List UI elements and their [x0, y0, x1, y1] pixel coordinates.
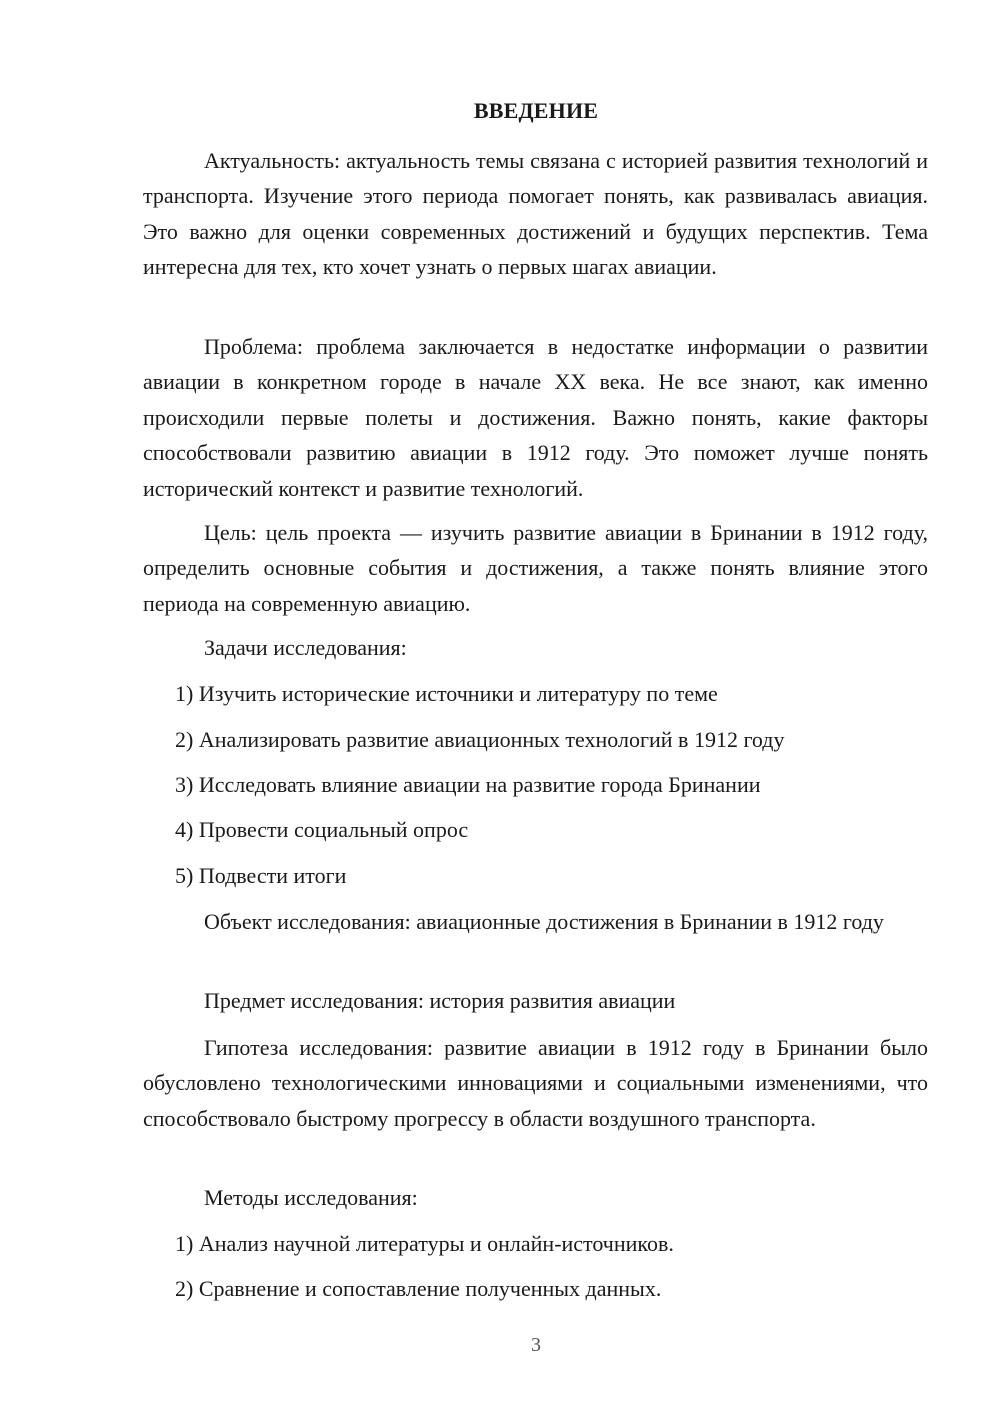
method-item-2: 2) Сравнение и сопоставление полученных данных.	[175, 1276, 662, 1301]
object-paragraph: Объект исследования: авиационные достижения в Бринании в 1912 году	[204, 909, 884, 934]
relevance-paragraph: Актуальность: актуальность темы связана с историей развития технологий и транспорта. Изучение этого периода помогает понять, как развивалась авиация. Это важно для оценки современных достижений и будущих перспектив. Тема интересна для тех, кто хочет узнать о первых шагах авиации.	[143, 148, 928, 280]
subject-line: Предмет исследования: история развития авиации	[204, 988, 676, 1013]
task-item-1: 1) Изучить исторические источники и литературу по теме	[175, 681, 718, 706]
page-heading: ВВЕДЕНИЕ	[473, 98, 599, 123]
goal-paragraph: Цель: цель проекта — изучить развитие авиации в Бринании в 1912 году, определить основные события и достижения, а также понять влияние этого периода на современную авиацию.	[143, 520, 928, 616]
task-item-3: 3) Исследовать влияние авиации на развитие города Бринании	[175, 772, 761, 797]
task-item-4: 4) Провести социальный опрос	[175, 817, 469, 842]
page-number: 3	[531, 1334, 541, 1356]
task-item-5: 5) Подвести итоги	[175, 863, 347, 888]
tasks-title: Задачи исследования:	[204, 635, 407, 660]
hypothesis-paragraph: Гипотеза исследования: развитие авиации в 1912 году в Бринании было обусловлено технологическими инновациями и социальными изменениями, что способствовало быстрому прогрессу в области воздушного транспорта.	[143, 1035, 928, 1131]
problem-paragraph: Проблема: проблема заключается в недостатке информации о развитии авиации в конкретном городе в начале XX века. Не все знают, как именно происходили первые полеты и достижения. Важно понять, какие факторы способствовали развитию авиации в 1912 году. Это поможет лучше понять исторический контекст и развитие технологий.	[143, 334, 928, 501]
task-item-2: 2) Анализировать развитие авиационных технологий в 1912 году	[175, 727, 785, 752]
method-item-1: 1) Анализ научной литературы и онлайн-источников.	[175, 1231, 674, 1256]
methods-title: Методы исследования:	[204, 1185, 418, 1210]
